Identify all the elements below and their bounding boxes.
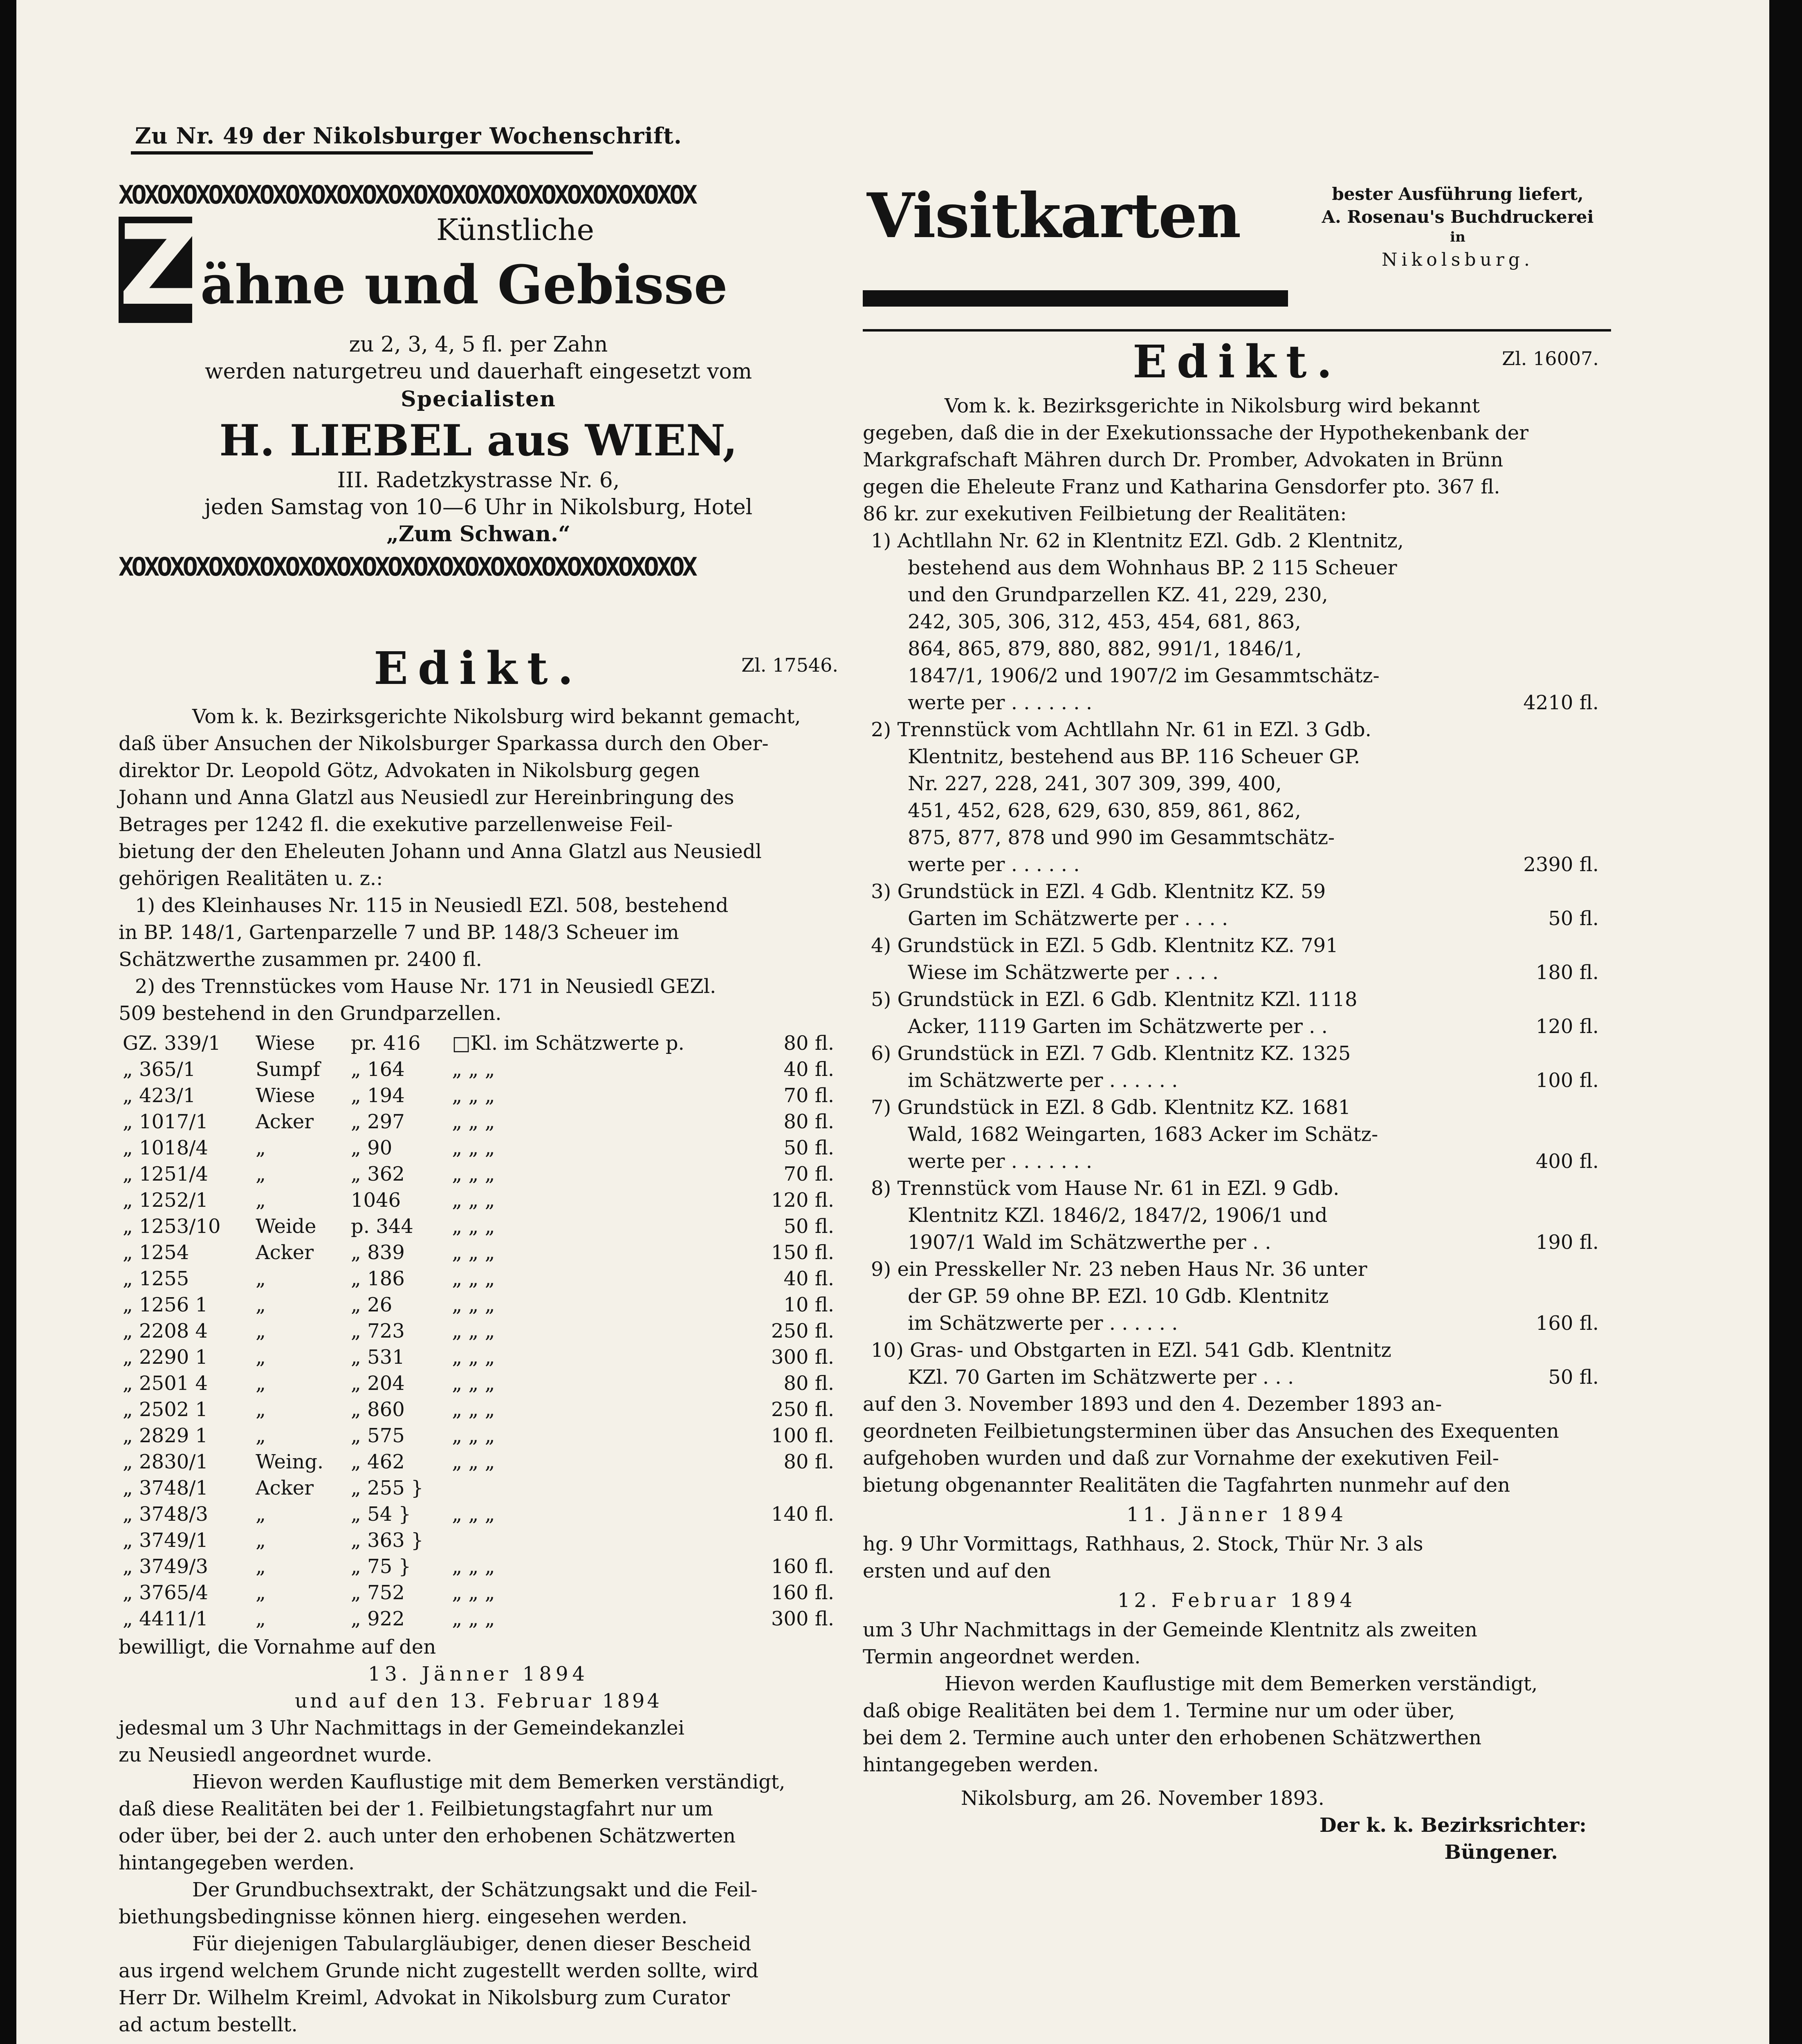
teeth-line3: zu 2, 3, 4, 5 fl. per Zahn bbox=[349, 332, 608, 357]
edict-left-date-2: und auf den 13. Februar 1894 bbox=[295, 1690, 662, 1712]
table-cell: „ 1018/4 bbox=[123, 1136, 208, 1159]
list-item-line: Wiese im Schätzwerte per . . . . bbox=[908, 961, 1219, 984]
edict-right-sign-title: Der k. k. Bezirksrichter: bbox=[1319, 1814, 1587, 1837]
table-cell: 250 fl. bbox=[771, 1398, 834, 1421]
page-header: Zu Nr. 49 der Nikolsburger Wochenschrift. bbox=[135, 123, 682, 149]
list-item-line: 1847/1, 1906/2 und 1907/2 im Gesammtschätz- bbox=[908, 664, 1380, 687]
list-item bbox=[863, 1337, 1611, 1391]
table-row bbox=[119, 1292, 838, 1318]
table-row bbox=[119, 1083, 838, 1109]
list-item-line: Klentnitz KZl. 1846/2, 1847/2, 1906/1 und bbox=[908, 1204, 1328, 1227]
table-cell: „ bbox=[256, 1346, 266, 1369]
table-cell: „ 860 bbox=[351, 1398, 405, 1421]
list-item-line: 4) Grundstück in EZl. 5 Gdb. Klentnitz KZ. 791 bbox=[871, 934, 1338, 957]
table-row bbox=[119, 1239, 838, 1266]
table-cell: „ 575 bbox=[351, 1424, 405, 1447]
table-cell: 70 fl. bbox=[783, 1163, 834, 1186]
list-item-line: 7) Grundstück in EZl. 8 Gdb. Klentnitz KZ. 1681 bbox=[871, 1096, 1351, 1119]
list-item-line: Acker, 1119 Garten im Schätzwerte per . . bbox=[908, 1015, 1328, 1038]
edict-left-body-11: biethungsbedingnisse können hierg. eingesehen werden. bbox=[119, 1905, 688, 1928]
edict-left-intro-3: direktor Dr. Leopold Götz, Advokaten in Nikolsburg gegen bbox=[119, 759, 700, 782]
edict-left-intro-7: gehörigen Realitäten u. z.: bbox=[119, 867, 383, 890]
edict-left-intro-11: 2) des Trennstückes vom Hause Nr. 171 in Neusiedl GEZl. bbox=[135, 975, 716, 998]
table-row bbox=[119, 1606, 838, 1632]
table-cell: Acker bbox=[256, 1241, 314, 1264]
list-item bbox=[863, 932, 1611, 986]
table-row bbox=[119, 1030, 838, 1056]
table-cell: „ „ „ bbox=[452, 1293, 495, 1316]
table-cell: „ „ „ bbox=[452, 1163, 495, 1186]
list-item-line: im Schätzwerte per . . . . . . bbox=[908, 1312, 1178, 1335]
edict-left-intro-9: in BP. 148/1, Gartenparzelle 7 und BP. 148/3 Scheuer im bbox=[119, 921, 679, 944]
table-cell: „ „ „ bbox=[452, 1084, 495, 1107]
table-cell: „ bbox=[256, 1424, 266, 1447]
table-cell: „ „ „ bbox=[452, 1058, 495, 1081]
table-cell: Wiese bbox=[256, 1032, 315, 1055]
table-cell: „ „ „ bbox=[452, 1555, 495, 1578]
teeth-line2: ähne und Gebisse bbox=[200, 253, 728, 316]
list-item-line: 5) Grundstück in EZl. 6 Gdb. Klentnitz KZl. 1118 bbox=[871, 988, 1358, 1011]
edict-left-body-4: jedesmal um 3 Uhr Nachmittags in der Gemeindekanzlei bbox=[119, 1717, 684, 1739]
table-cell: „ 255 } bbox=[351, 1477, 424, 1499]
list-item-line: 10) Gras- und Obstgarten in EZl. 541 Gdb. Klentnitz bbox=[871, 1339, 1391, 1362]
list-item-price: 50 fl. bbox=[1548, 1366, 1599, 1389]
list-item-price: 120 fl. bbox=[1535, 1015, 1599, 1038]
teeth-line9: „Zum Schwan.“ bbox=[386, 522, 571, 547]
cards-line3: in bbox=[1450, 229, 1465, 245]
drop-cap: Z bbox=[119, 201, 199, 330]
edict-left-intro-1: Vom k. k. Bezirksgerichte Nikolsburg wird bekannt gemacht, bbox=[192, 705, 801, 728]
table-cell: „ bbox=[256, 1136, 266, 1159]
list-item-line: und den Grundparzellen KZ. 41, 229, 230, bbox=[908, 583, 1328, 606]
table-cell: „ „ „ bbox=[452, 1215, 495, 1238]
table-cell: „ bbox=[256, 1398, 266, 1421]
list-item-line: 1907/1 Wald im Schätzwerthe per . . bbox=[908, 1231, 1271, 1254]
edict-right-date1: 11. Jänner 1894 bbox=[1126, 1503, 1348, 1526]
edict-right-body3-3: Hievon werden Kauflustige mit dem Bemerken verständigt, bbox=[945, 1672, 1538, 1695]
edict-left-intro-6: bietung der den Eheleuten Johann und Anna Glatzl aus Neusiedl bbox=[119, 840, 762, 863]
table-cell: „ 1252/1 bbox=[123, 1189, 208, 1212]
table-row bbox=[119, 1213, 838, 1239]
edict-left-body-10: Der Grundbuchsextrakt, der Schätzungsakt und die Feil- bbox=[192, 1878, 758, 1901]
table-cell: „ „ „ bbox=[452, 1110, 495, 1133]
edict-left bbox=[119, 642, 838, 2044]
table-cell: „ 186 bbox=[351, 1267, 405, 1290]
table-cell: „ 922 bbox=[351, 1607, 405, 1630]
table-cell: „ bbox=[256, 1320, 266, 1342]
edict-right-body3-1: um 3 Uhr Nachmittags in der Gemeinde Klentnitz als zweiten bbox=[863, 1618, 1477, 1641]
table-cell: „ „ „ bbox=[452, 1503, 495, 1526]
edict-right-body3-4: daß obige Realitäten bei dem 1. Termine nur um oder über, bbox=[863, 1699, 1455, 1722]
edict-left-body-1: bewilligt, die Vornahme auf den bbox=[119, 1636, 436, 1659]
list-item bbox=[863, 527, 1611, 716]
table-cell: „ bbox=[256, 1189, 266, 1212]
edict-left-number: Zl. 17546. bbox=[741, 654, 838, 676]
list-item bbox=[863, 1256, 1611, 1337]
list-item-price: 190 fl. bbox=[1535, 1231, 1599, 1254]
edict-right-intro-1: Vom k. k. Bezirksgerichte in Nikolsburg wird bekannt bbox=[945, 394, 1480, 417]
table-cell bbox=[749, 1527, 838, 1553]
list-item-price: 400 fl. bbox=[1535, 1150, 1599, 1173]
table-cell: „ „ „ bbox=[452, 1398, 495, 1421]
list-item-price: 160 fl. bbox=[1535, 1312, 1599, 1335]
realty-list bbox=[863, 527, 1611, 1391]
table-cell: „ 3749/1 bbox=[123, 1529, 208, 1552]
table-cell: „ „ „ bbox=[452, 1450, 495, 1473]
edict-right-title: Edikt. bbox=[1133, 335, 1342, 388]
table-cell: „ 297 bbox=[351, 1110, 405, 1133]
table-cell: 250 fl. bbox=[771, 1320, 834, 1342]
table-cell: 100 fl. bbox=[771, 1424, 834, 1447]
teeth-line6: H. LIEBEL aus WIEN, bbox=[219, 415, 738, 466]
table-cell: „ bbox=[256, 1293, 266, 1316]
edict-right-intro-5: 86 kr. zur exekutiven Feilbietung der Realitäten: bbox=[863, 502, 1347, 525]
table-cell: 300 fl. bbox=[771, 1346, 834, 1369]
edict-right-body1-4: bietung obgenannter Realitäten die Tagfahrten nunmehr auf den bbox=[863, 1474, 1510, 1497]
edict-right-intro-3: Markgrafschaft Mähren durch Dr. Promber, Advokaten in Brünn bbox=[863, 448, 1504, 471]
edict-right-body3-6: hintangegeben werden. bbox=[863, 1753, 1099, 1776]
table-row bbox=[119, 1056, 838, 1083]
table-cell: „ 1253/10 bbox=[123, 1215, 221, 1238]
edict-left-title: Edikt. bbox=[374, 642, 583, 695]
edict-left-intro-10: Schätzwerthe zusammen pr. 2400 fl. bbox=[119, 948, 482, 971]
cards-advert bbox=[863, 176, 1611, 315]
table-cell: „ 90 bbox=[351, 1136, 393, 1159]
scan-edge-left bbox=[0, 0, 16, 2044]
scan-edge-right bbox=[1769, 0, 1802, 2044]
table-cell: „ 2829 1 bbox=[123, 1424, 208, 1447]
list-item-line: im Schätzwerte per . . . . . . bbox=[908, 1069, 1178, 1092]
table-cell: „ 365/1 bbox=[123, 1058, 196, 1081]
table-cell: 50 fl. bbox=[783, 1136, 834, 1159]
header-rule bbox=[131, 151, 593, 155]
table-cell: „ „ „ bbox=[452, 1581, 495, 1604]
table-row bbox=[119, 1580, 838, 1606]
cards-title: Visitkarten bbox=[867, 180, 1241, 252]
table-row bbox=[119, 1501, 838, 1527]
list-item-line: 451, 452, 628, 629, 630, 859, 861, 862, bbox=[908, 799, 1301, 822]
table-row bbox=[119, 1475, 838, 1501]
list-item-line: Garten im Schätzwerte per . . . . bbox=[908, 907, 1228, 930]
table-row bbox=[119, 1527, 838, 1553]
table-cell: 80 fl. bbox=[783, 1032, 834, 1055]
edict-right-place-date: Nikolsburg, am 26. November 1893. bbox=[961, 1787, 1324, 1810]
edict-left-intro-8: 1) des Kleinhauses Nr. 115 in Neusiedl EZl. 508, bestehend bbox=[135, 894, 729, 917]
parcel-table bbox=[119, 1030, 838, 1632]
cards-line4: Nikolsburg. bbox=[1381, 249, 1534, 270]
table-cell: „ 839 bbox=[351, 1241, 405, 1264]
table-cell: Sumpf bbox=[256, 1058, 320, 1081]
table-cell: 80 fl. bbox=[783, 1372, 834, 1395]
cards-rule-thick bbox=[863, 290, 1288, 307]
edict-left-body-12: Für diejenigen Tabulargläubiger, denen dieser Bescheid bbox=[192, 1932, 752, 1955]
teeth-advert bbox=[119, 180, 838, 580]
edict-right-body1-2: geordneten Feilbietungsterminen über das Ansuchen des Exequenten bbox=[863, 1420, 1559, 1443]
table-row bbox=[119, 1344, 838, 1370]
table-cell: 160 fl. bbox=[771, 1581, 834, 1604]
list-item-line: 9) ein Presskeller Nr. 23 neben Haus Nr. 36 unter bbox=[871, 1258, 1367, 1281]
teeth-line7: III. Radetzkystrasse Nr. 6, bbox=[337, 468, 620, 493]
list-item-line: 242, 305, 306, 312, 453, 454, 681, 863, bbox=[908, 610, 1301, 633]
table-cell: „ bbox=[256, 1555, 266, 1578]
table-cell: „ 362 bbox=[351, 1163, 405, 1186]
table-cell bbox=[448, 1527, 749, 1553]
teeth-line4: werden naturgetreu und dauerhaft eingesetzt vom bbox=[204, 359, 752, 384]
edict-left-intro-2: daß über Ansuchen der Nikolsburger Sparkassa durch den Ober- bbox=[119, 732, 769, 755]
edict-left-intro-5: Betrages per 1242 fl. die exekutive parzellenweise Feil- bbox=[119, 813, 673, 836]
table-cell: Wiese bbox=[256, 1084, 315, 1107]
edict-left-body-13: aus irgend welchem Grunde nicht zugestellt werden sollte, wird bbox=[119, 1959, 759, 1982]
edict-right-body1-3: aufgehoben wurden und daß zur Vornahme der exekutiven Feil- bbox=[863, 1447, 1499, 1470]
table-cell: „ „ „ bbox=[452, 1424, 495, 1447]
table-cell: □Kl. im Schätzwerte p. bbox=[452, 1032, 684, 1055]
table-cell: „ 2290 1 bbox=[123, 1346, 208, 1369]
table-cell: „ 164 bbox=[351, 1058, 405, 1081]
table-cell bbox=[749, 1475, 838, 1501]
edict-left-body-14: Herr Dr. Wilhelm Kreiml, Advokat in Nikolsburg zum Curator bbox=[119, 1986, 730, 2009]
table-cell: „ 26 bbox=[351, 1293, 393, 1316]
table-row bbox=[119, 1318, 838, 1344]
ornament-bottom: XOXOXOXOXOXOXOXOXOXOXOXOXOXOXOXOXOXOXOXOXOXOX bbox=[119, 552, 695, 580]
cards-rule bbox=[863, 329, 1611, 332]
table-cell: 80 fl. bbox=[783, 1450, 834, 1473]
list-item-line: der GP. 59 ohne BP. EZl. 10 Gdb. Klentnitz bbox=[908, 1285, 1329, 1308]
edict-right-intro-4: gegen die Eheleute Franz und Katharina Gensdorfer pto. 367 fl. bbox=[863, 475, 1500, 498]
table-row bbox=[119, 1553, 838, 1580]
table-cell: „ 2830/1 bbox=[123, 1450, 208, 1473]
list-item-line: Nr. 227, 228, 241, 307 309, 399, 400, bbox=[908, 772, 1282, 795]
table-cell: „ 2502 1 bbox=[123, 1398, 208, 1421]
list-item bbox=[863, 1040, 1611, 1094]
table-cell: „ 1017/1 bbox=[123, 1110, 208, 1133]
edict-left-intro-12: 509 bestehend in den Grundparzellen. bbox=[119, 1002, 502, 1025]
edict-right-body1-1: auf den 3. November 1893 und den 4. Dezember 1893 an- bbox=[863, 1393, 1442, 1416]
edict-right-intro-2: gegeben, daß die in der Exekutionssache der Hypothekenbank der bbox=[863, 421, 1529, 444]
table-row bbox=[119, 1370, 838, 1396]
list-item-line: 8) Trennstück vom Hause Nr. 61 in EZl. 9 Gdb. bbox=[871, 1177, 1340, 1200]
list-item-line: 2) Trennstück vom Achtllahn Nr. 61 in EZl. 3 Gdb. bbox=[871, 718, 1371, 741]
edict-left-intro-4: Johann und Anna Glatzl aus Neusiedl zur Hereinbringung des bbox=[119, 786, 734, 809]
table-cell: „ 2501 4 bbox=[123, 1372, 208, 1395]
table-cell: „ 194 bbox=[351, 1084, 405, 1107]
table-cell: „ 1251/4 bbox=[123, 1163, 208, 1186]
edict-right-date2: 12. Februar 1894 bbox=[1117, 1589, 1357, 1612]
table-cell: 10 fl. bbox=[783, 1293, 834, 1316]
table-cell: 80 fl. bbox=[783, 1110, 834, 1133]
list-item-line: Wald, 1682 Weingarten, 1683 Acker im Schätz- bbox=[908, 1123, 1378, 1146]
table-cell: 120 fl. bbox=[771, 1189, 834, 1212]
list-item-line: 875, 877, 878 und 990 im Gesammtschätz- bbox=[908, 826, 1335, 849]
table-cell: „ „ „ bbox=[452, 1320, 495, 1342]
table-cell: „ 3765/4 bbox=[123, 1581, 208, 1604]
table-cell: „ „ „ bbox=[452, 1372, 495, 1395]
edict-right bbox=[863, 335, 1611, 1866]
table-cell: „ 3748/1 bbox=[123, 1477, 208, 1499]
list-item-price: 2390 fl. bbox=[1523, 853, 1599, 876]
table-cell: „ 752 bbox=[351, 1581, 405, 1604]
table-cell: „ 4411/1 bbox=[123, 1607, 208, 1630]
table-cell: „ „ „ bbox=[452, 1346, 495, 1369]
table-cell: „ 75 } bbox=[351, 1555, 411, 1578]
table-cell: 70 fl. bbox=[783, 1084, 834, 1107]
edict-right-body2-2: ersten und auf den bbox=[863, 1560, 1051, 1582]
table-cell: „ 3748/3 bbox=[123, 1503, 208, 1526]
list-item-price: 50 fl. bbox=[1548, 907, 1599, 930]
table-cell: „ 1255 bbox=[123, 1267, 189, 1290]
edict-right-body3-5: bei dem 2. Termine auch unter den erhobenen Schätzwerthen bbox=[863, 1726, 1482, 1749]
ornament-top: XOXOXOXOXOXOXOXOXOXOXOXOXOXOXOXOXOXOXOXOXOXOX bbox=[119, 180, 695, 208]
table-cell: „ 462 bbox=[351, 1450, 405, 1473]
edict-right-number: Zl. 16007. bbox=[1502, 347, 1599, 370]
table-cell: Acker bbox=[256, 1477, 314, 1499]
table-cell: „ 723 bbox=[351, 1320, 405, 1342]
table-row bbox=[119, 1135, 838, 1161]
table-cell: „ bbox=[256, 1607, 266, 1630]
table-cell: 160 fl. bbox=[771, 1555, 834, 1578]
table-cell: 50 fl. bbox=[783, 1215, 834, 1238]
teeth-line5: Specialisten bbox=[401, 387, 556, 412]
table-cell: „ „ „ bbox=[452, 1189, 495, 1212]
table-row bbox=[119, 1109, 838, 1135]
table-cell: „ bbox=[256, 1503, 266, 1526]
table-row bbox=[119, 1423, 838, 1449]
list-item-line: werte per . . . . . . . bbox=[908, 691, 1093, 714]
list-item bbox=[863, 716, 1611, 878]
table-row bbox=[119, 1161, 838, 1187]
cards-line1: bester Ausführung liefert, bbox=[1332, 184, 1584, 204]
edict-left-date-1: 13. Jänner 1894 bbox=[368, 1663, 589, 1685]
list-item-line: werte per . . . . . . . bbox=[908, 1150, 1093, 1173]
table-cell: 1046 bbox=[351, 1189, 401, 1212]
table-cell: „ „ „ bbox=[452, 1267, 495, 1290]
edict-left-body-9: hintangegeben werden. bbox=[119, 1851, 355, 1874]
list-item bbox=[863, 1094, 1611, 1175]
cards-line2: A. Rosenau's Buchdruckerei bbox=[1322, 207, 1594, 227]
table-cell: „ bbox=[256, 1267, 266, 1290]
table-cell bbox=[448, 1475, 749, 1501]
table-cell: Weide bbox=[256, 1215, 316, 1238]
table-cell: GZ. 339/1 bbox=[123, 1032, 221, 1055]
table-cell: pr. 416 bbox=[351, 1032, 421, 1055]
table-cell: „ 423/1 bbox=[123, 1084, 196, 1107]
table-cell: „ bbox=[256, 1163, 266, 1186]
table-cell: „ 3749/3 bbox=[123, 1555, 208, 1578]
list-item-line: bestehend aus dem Wohnhaus BP. 2 115 Scheuer bbox=[908, 556, 1397, 579]
table-cell: „ bbox=[256, 1372, 266, 1395]
list-item-line: werte per . . . . . . bbox=[908, 853, 1080, 876]
teeth-line8: jeden Samstag von 10—6 Uhr in Nikolsburg, Hotel bbox=[204, 495, 753, 520]
edict-right-body3-2: Termin angeordnet werden. bbox=[863, 1645, 1141, 1668]
table-cell: „ „ „ bbox=[452, 1241, 495, 1264]
list-item-price: 100 fl. bbox=[1535, 1069, 1599, 1092]
table-cell: 40 fl. bbox=[783, 1267, 834, 1290]
table-cell: Weing. bbox=[256, 1450, 324, 1473]
table-cell: „ 363 } bbox=[351, 1529, 424, 1552]
table-cell: 150 fl. bbox=[771, 1241, 834, 1264]
list-item bbox=[863, 878, 1611, 932]
table-cell: „ bbox=[256, 1529, 266, 1552]
table-row bbox=[119, 1396, 838, 1423]
table-cell: „ 204 bbox=[351, 1372, 405, 1395]
table-row bbox=[119, 1266, 838, 1292]
table-cell: 40 fl. bbox=[783, 1058, 834, 1081]
table-cell: p. 344 bbox=[351, 1215, 413, 1238]
list-item-line: 1) Achtllahn Nr. 62 in Klentnitz EZl. Gdb. 2 Klentnitz, bbox=[871, 529, 1404, 552]
table-cell: „ bbox=[256, 1581, 266, 1604]
edict-left-body-6: Hievon werden Kauflustige mit dem Bemerken verständigt, bbox=[192, 1771, 785, 1793]
table-row bbox=[119, 1449, 838, 1475]
list-item bbox=[863, 1175, 1611, 1256]
list-item-line: 3) Grundstück in EZl. 4 Gdb. Klentnitz KZ. 59 bbox=[871, 880, 1326, 903]
list-item-line: 6) Grundstück in EZl. 7 Gdb. Klentnitz KZ. 1325 bbox=[871, 1042, 1351, 1065]
table-cell: „ 1254 bbox=[123, 1241, 189, 1264]
table-cell: „ „ „ bbox=[452, 1136, 495, 1159]
list-item-line: Klentnitz, bestehend aus BP. 116 Scheuer GP. bbox=[908, 745, 1360, 768]
edict-left-body-5: zu Neusiedl angeordnet wurde. bbox=[119, 1744, 432, 1766]
table-cell: „ 1256 1 bbox=[123, 1293, 208, 1316]
table-cell: „ 2208 4 bbox=[123, 1320, 208, 1342]
table-cell: Acker bbox=[256, 1110, 314, 1133]
table-row bbox=[119, 1187, 838, 1213]
list-item-line: 864, 865, 879, 880, 882, 991/1, 1846/1, bbox=[908, 637, 1302, 660]
table-cell: „ 531 bbox=[351, 1346, 405, 1369]
teeth-line1: Künstliche bbox=[436, 213, 595, 247]
edict-right-sign-name: Büngener. bbox=[1444, 1841, 1558, 1864]
edict-left-body-7: daß diese Realitäten bei der 1. Feilbietungstagfahrt nur um bbox=[119, 1797, 713, 1820]
edict-right-body2-1: hg. 9 Uhr Vormittags, Rathhaus, 2. Stock, Thür Nr. 3 als bbox=[863, 1533, 1423, 1555]
list-item bbox=[863, 986, 1611, 1040]
edict-left-body-8: oder über, bei der 2. auch unter den erhobenen Schätzwerten bbox=[119, 1824, 736, 1847]
table-cell: „ 54 } bbox=[351, 1503, 411, 1526]
list-item-price: 4210 fl. bbox=[1523, 691, 1599, 714]
table-cell: 140 fl. bbox=[771, 1503, 834, 1526]
edict-left-body-15: ad actum bestellt. bbox=[119, 2013, 298, 2036]
table-cell: „ „ „ bbox=[452, 1607, 495, 1630]
list-item-line: KZl. 70 Garten im Schätzwerte per . . . bbox=[908, 1366, 1294, 1389]
list-item-price: 180 fl. bbox=[1535, 961, 1599, 984]
table-cell: 300 fl. bbox=[771, 1607, 834, 1630]
